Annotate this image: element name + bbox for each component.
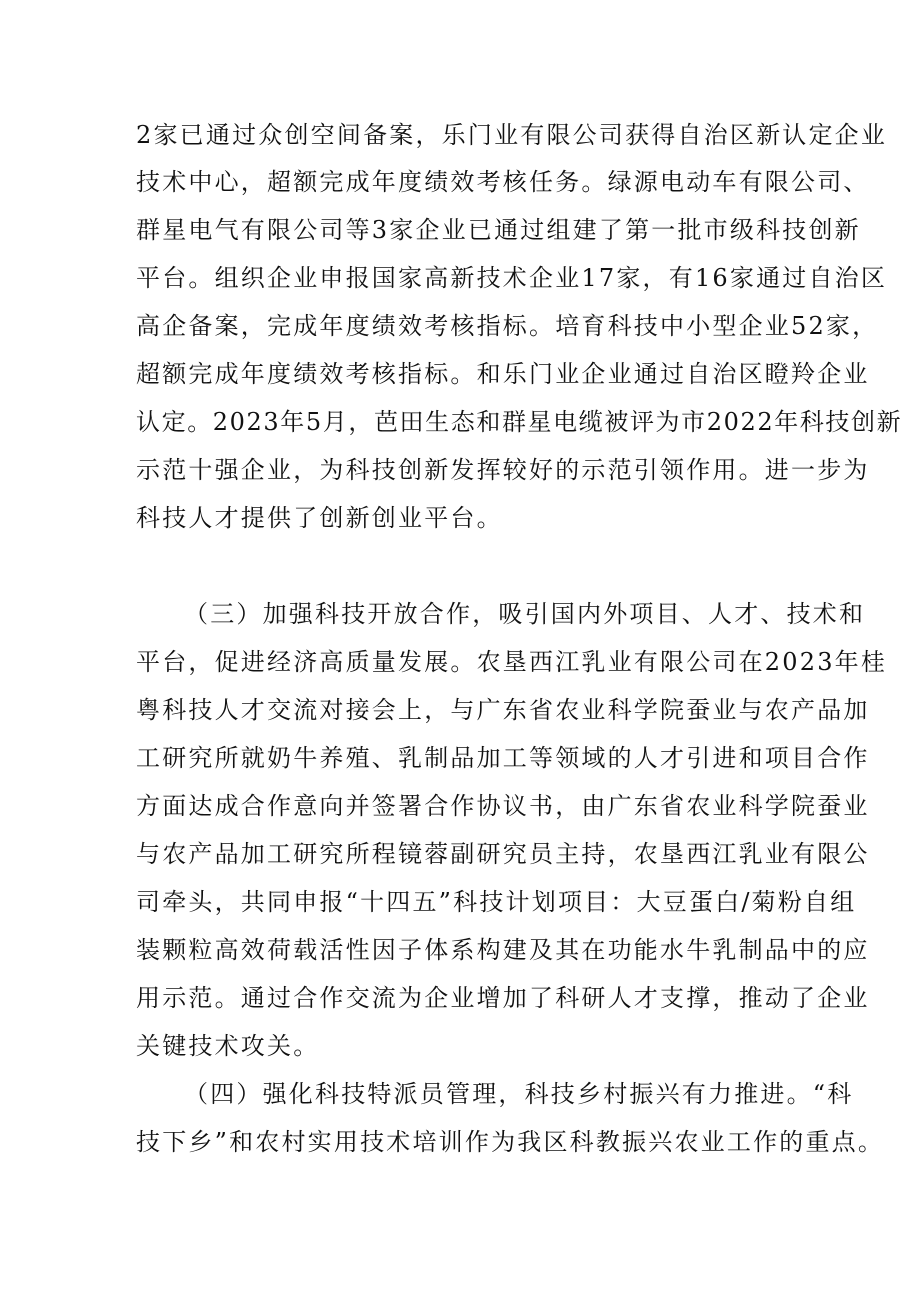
text-line: 高企备案，完成年度绩效考核指标。培育科技中小型企业52家，: [136, 312, 879, 340]
text-line: 群星电气有限公司等3家企业已通过组建了第一批市级科技创新: [136, 216, 861, 244]
text-line: 示范十强企业，为科技创新发挥较好的示范引领作用。进一步为: [136, 456, 870, 484]
text-line: 技术中心，超额完成年度绩效考核任务。绿源电动车有限公司、: [136, 168, 870, 196]
text-line: 技下乡”和农村实用技术培训作为我区科教振兴农业工作的重点。: [136, 1128, 885, 1156]
text-line: 方面达成合作意向并签署合作协议书，由广东省农业科学院蚕业: [136, 792, 870, 820]
text-line: 科技人才提供了创新创业平台。: [136, 504, 503, 532]
text-line: 超额完成年度绩效考核指标。和乐门业企业通过自治区瞪羚企业: [136, 360, 870, 388]
text-line: 装颗粒高效荷载活性因子体系构建及其在功能水牛乳制品中的应: [136, 936, 870, 964]
text-line: 与农产品加工研究所程镜蓉副研究员主持，农垦西江乳业有限公: [136, 840, 870, 868]
text-line: 2家已通过众创空间备案，乐门业有限公司获得自治区新认定企业: [136, 121, 888, 149]
text-line: 司牵头，共同申报“十四五”科技计划项目：大豆蛋白/菊粉自组: [136, 888, 857, 916]
text-line: 粤科技人才交流对接会上，与广东省农业科学院蚕业与农产品加: [136, 696, 870, 724]
text-line: （三）加强科技开放合作，吸引国内外项目、人才、技术和: [184, 600, 866, 628]
text-line: 平台，促进经济高质量发展。农垦西江乳业有限公司在2023年桂: [136, 648, 888, 676]
text-line: 认定。2023年5月，芭田生态和群星电缆被评为市2022年科技创新: [136, 408, 903, 436]
text-line: 关键技术攻关。: [136, 1032, 320, 1060]
text-line: 用示范。通过合作交流为企业增加了科研人才支撑，推动了企业: [136, 984, 870, 1012]
text-line: （四）强化科技特派员管理，科技乡村振兴有力推进。“科: [184, 1080, 854, 1108]
text-line: 工研究所就奶牛养殖、乳制品加工等领域的人才引进和项目合作: [136, 744, 870, 772]
text-line: 平台。组织企业申报国家高新技术企业17家，有16家通过自治区: [136, 264, 888, 292]
